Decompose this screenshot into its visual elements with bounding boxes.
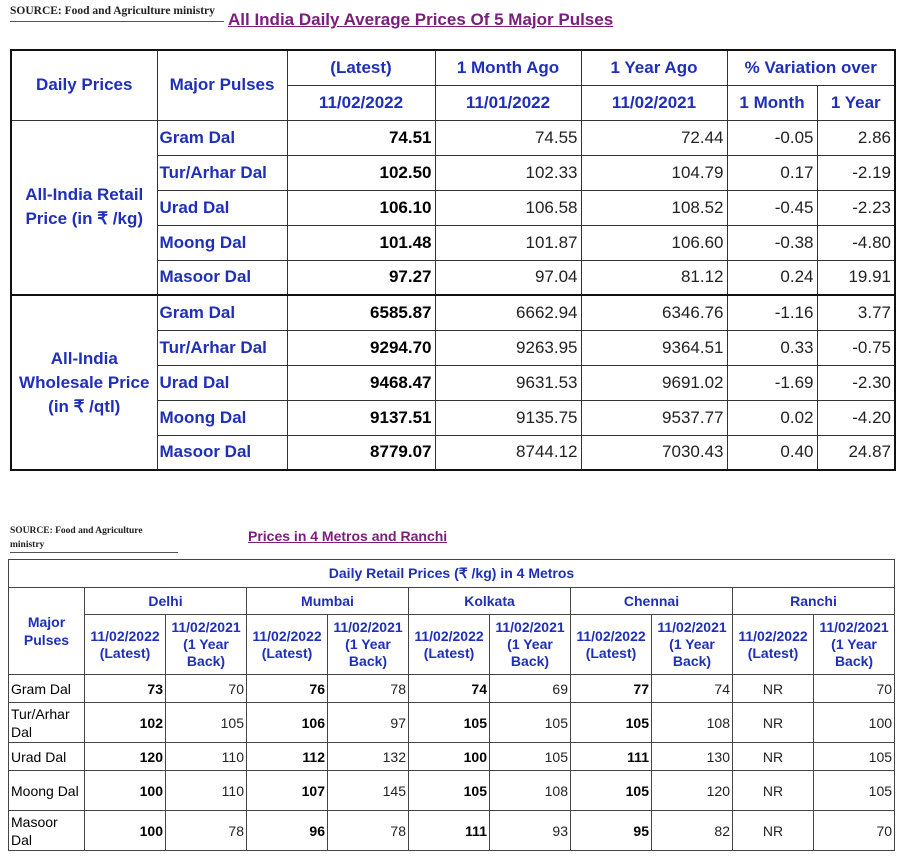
latest-price: NR [733,811,814,851]
year-back-price: 110 [166,743,247,771]
latest-price: 106 [247,703,328,743]
source-note: SOURCE: Food and Agriculture ministry [10,3,224,22]
month-ago-price: 6662.94 [435,295,581,330]
pulse-name: Gram Dal [9,675,85,703]
latest-price: 100 [409,743,490,771]
variation-year: -2.19 [817,155,895,190]
latest-price: 9137.51 [287,400,435,435]
year-back-price: 108 [652,703,733,743]
year-back-date-header: 11/02/2021 (1 Year Back) [652,615,733,675]
table-row [11,295,895,330]
year-ago-header: 1 Year Ago [581,50,727,85]
city-header: Chennai [571,588,733,615]
year-ago-price: 6346.76 [581,295,727,330]
latest-price: 74 [409,675,490,703]
year-back-price: 145 [328,771,409,811]
year-back-price: 100 [814,703,895,743]
year-back-price: 105 [490,703,571,743]
latest-price: 9294.70 [287,330,435,365]
month-ago-price: 74.55 [435,120,581,155]
latest-price: 9468.47 [287,365,435,400]
variation-year: 2.86 [817,120,895,155]
variation-month: 0.02 [727,400,817,435]
year-ago-price: 108.52 [581,190,727,225]
pulse-name: Tur/Arhar Dal [157,155,287,190]
month-ago-price: 9263.95 [435,330,581,365]
month-ago-price: 102.33 [435,155,581,190]
major-pulses-header: Major Pulses [9,588,85,675]
year-ago-price: 9364.51 [581,330,727,365]
city-header: Kolkata [409,588,571,615]
variation-year: 24.87 [817,435,895,470]
table-row [9,771,895,811]
retail-price-group: All-India Retail Price (in ₹ /kg) [11,120,157,295]
pulse-name: Moong Dal [157,225,287,260]
latest-price: 101.48 [287,225,435,260]
variation-month: -1.69 [727,365,817,400]
metro-prices-table [8,559,895,851]
latest-price: 76 [247,675,328,703]
latest-price: 102 [85,703,166,743]
latest-price: 97.27 [287,260,435,295]
daily-prices-header: Daily Prices [11,50,157,120]
year-back-price: 97 [328,703,409,743]
latest-header: (Latest) [287,50,435,85]
year-back-price: 78 [328,675,409,703]
variation-year: -4.80 [817,225,895,260]
latest-price: 100 [85,771,166,811]
year-back-price: 130 [652,743,733,771]
year-back-date-header: 11/02/2021 (1 Year Back) [490,615,571,675]
pulse-name: Tur/Arhar Dal [157,330,287,365]
table-row [9,703,895,743]
latest-price: 6585.87 [287,295,435,330]
month-ago-price: 97.04 [435,260,581,295]
latest-price: 111 [409,811,490,851]
latest-price: 73 [85,675,166,703]
variation-month: 0.17 [727,155,817,190]
table-caption: Daily Retail Prices (₹ /kg) in 4 Metros [9,560,895,588]
variation-month: -0.05 [727,120,817,155]
city-header: Delhi [85,588,247,615]
pulse-name: Urad Dal [157,190,287,225]
pulse-name: Masoor Dal [157,435,287,470]
year-back-price: 70 [166,675,247,703]
year-ago-price: 106.60 [581,225,727,260]
year-back-date-header: 11/02/2021 (1 Year Back) [328,615,409,675]
year-back-price: 82 [652,811,733,851]
latest-price: 74.51 [287,120,435,155]
latest-date-header: 11/02/2022 (Latest) [571,615,652,675]
latest-price: 105 [409,703,490,743]
year-back-price: 78 [328,811,409,851]
variation-month: 0.40 [727,435,817,470]
variation-month: 0.24 [727,260,817,295]
year-back-price: 105 [814,743,895,771]
latest-date-header: 11/02/2022 (Latest) [733,615,814,675]
year-ago-price: 7030.43 [581,435,727,470]
city-header: Mumbai [247,588,409,615]
latest-price: 111 [571,743,652,771]
all-india-prices-table [10,49,896,471]
pulse-name: Tur/Arhar Dal [9,703,85,743]
latest-price: 8779.07 [287,435,435,470]
latest-price: 105 [409,771,490,811]
year-back-price: 70 [814,675,895,703]
year-back-price: 93 [490,811,571,851]
latest-price: 105 [571,703,652,743]
year-back-price: 132 [328,743,409,771]
metros-title[interactable]: Prices in 4 Metros and Ranchi [248,528,448,544]
latest-price: 100 [85,811,166,851]
year-ago-date-header: 11/02/2021 [581,85,727,120]
variation-month: -1.16 [727,295,817,330]
year-back-price: 78 [166,811,247,851]
latest-price: NR [733,675,814,703]
year-back-price: 105 [166,703,247,743]
one-month-header: 1 Month [727,85,817,120]
table-row [9,811,895,851]
pulses-title[interactable]: All India Daily Average Prices Of 5 Major Pulses [228,10,614,29]
year-back-price: 69 [490,675,571,703]
variation-year: -4.20 [817,400,895,435]
year-ago-price: 9537.77 [581,400,727,435]
year-back-price: 110 [166,771,247,811]
variation-header: % Variation over [727,50,895,85]
pulse-name: Gram Dal [157,295,287,330]
pulse-name: Urad Dal [9,743,85,771]
year-back-price: 105 [490,743,571,771]
latest-price: NR [733,771,814,811]
latest-price: 120 [85,743,166,771]
year-back-price: 108 [490,771,571,811]
latest-price: 106.10 [287,190,435,225]
variation-year: -0.75 [817,330,895,365]
table-row [11,120,895,155]
latest-date-header: 11/02/2022 [287,85,435,120]
latest-date-header: 11/02/2022 (Latest) [85,615,166,675]
month-ago-date-header: 11/01/2022 [435,85,581,120]
pulse-name: Gram Dal [157,120,287,155]
latest-price: 95 [571,811,652,851]
year-back-date-header: 11/02/2021 (1 Year Back) [166,615,247,675]
latest-price: NR [733,743,814,771]
year-ago-price: 104.79 [581,155,727,190]
latest-price: 112 [247,743,328,771]
variation-year: 3.77 [817,295,895,330]
latest-date-header: 11/02/2022 (Latest) [409,615,490,675]
year-back-price: 105 [814,771,895,811]
year-ago-price: 72.44 [581,120,727,155]
table-row [9,743,895,771]
city-header: Ranchi [733,588,895,615]
month-ago-price: 8744.12 [435,435,581,470]
year-ago-price: 9691.02 [581,365,727,400]
year-ago-price: 81.12 [581,260,727,295]
pulse-name: Masoor Dal [9,811,85,851]
month-ago-price: 106.58 [435,190,581,225]
latest-price: 96 [247,811,328,851]
year-back-price: 70 [814,811,895,851]
latest-price: NR [733,703,814,743]
year-back-price: 74 [652,675,733,703]
year-back-date-header: 11/02/2021 (1 Year Back) [814,615,895,675]
latest-date-header: 11/02/2022 (Latest) [247,615,328,675]
variation-year: 19.91 [817,260,895,295]
latest-price: 102.50 [287,155,435,190]
latest-price: 105 [571,771,652,811]
latest-price: 77 [571,675,652,703]
table-row [9,675,895,703]
variation-year: -2.30 [817,365,895,400]
one-year-header: 1 Year [817,85,895,120]
month-ago-price: 9631.53 [435,365,581,400]
major-pulses-header: Major Pulses [157,50,287,120]
month-ago-header: 1 Month Ago [435,50,581,85]
variation-month: -0.38 [727,225,817,260]
pulse-name: Masoor Dal [157,260,287,295]
latest-price: 107 [247,771,328,811]
year-back-price: 120 [652,771,733,811]
variation-year: -2.23 [817,190,895,225]
wholesale-price-group: All-India Wholesale Price (in ₹ /qtl) [11,295,157,470]
pulse-name: Moong Dal [9,771,85,811]
month-ago-price: 101.87 [435,225,581,260]
pulse-name: Moong Dal [157,400,287,435]
source-note-2: SOURCE: Food and Agriculture ministry [10,524,178,553]
month-ago-price: 9135.75 [435,400,581,435]
variation-month: 0.33 [727,330,817,365]
variation-month: -0.45 [727,190,817,225]
pulse-name: Urad Dal [157,365,287,400]
